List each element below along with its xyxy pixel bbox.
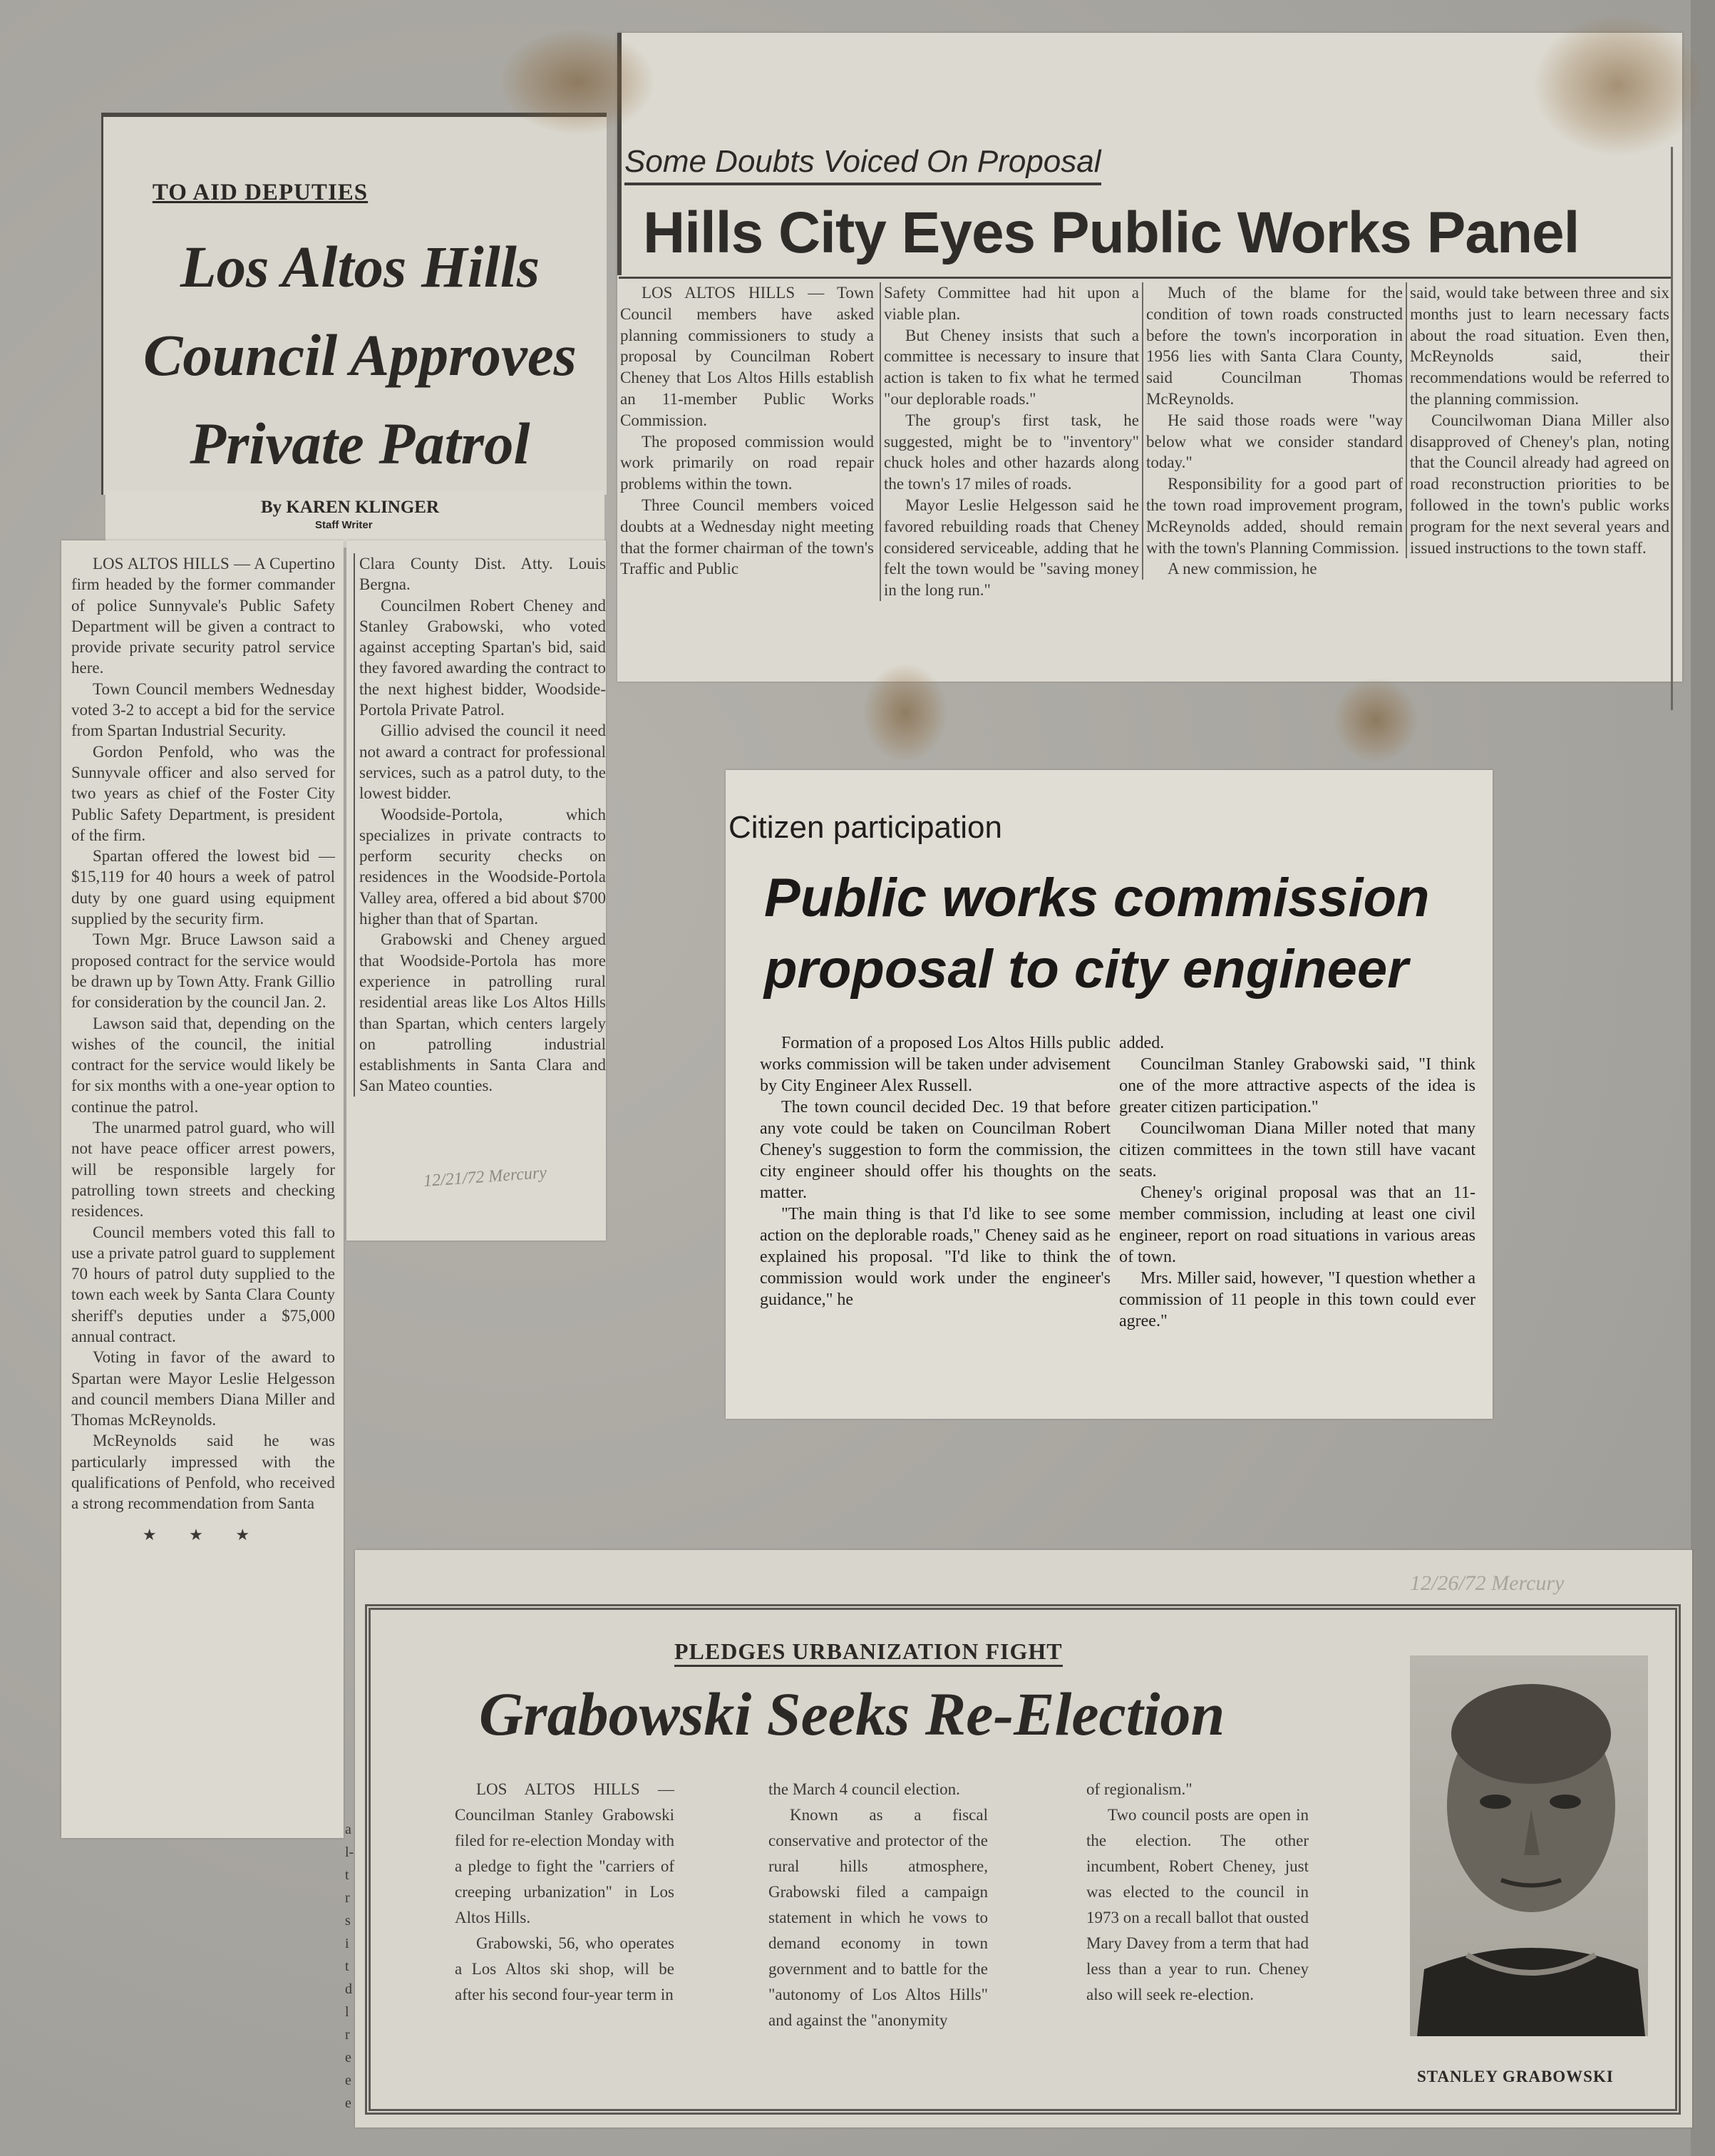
headline: Grabowski Seeks Re-Election [479,1680,1225,1748]
paragraph: Councilman Stanley Grabowski said, "I think one of the more attractive aspects of the idea is greater citizen participation." [1119,1055,1475,1116]
article-column-1 [760,1032,1111,1310]
headline [103,222,617,488]
paragraph: Formation of a proposed Los Altos Hills public works commission will be taken under advisement by City Engineer Alex Russell. [760,1034,1111,1095]
paragraph: Cheney's original proposal was that an 11-member commission, including at least one civil engineer, report on road situations in various areas of town. [1119,1184,1475,1266]
paragraph: Much of the blame for the condition of town roads constructed before the town's incorporation in 1956 lies with Santa Clara County, said Councilman Thomas McReynolds. [1146,284,1403,408]
paragraph: of regionalism." [1086,1780,1193,1798]
paragraph: The proposed commission would work primarily on road repair problems within the town. [620,432,874,493]
paragraph: He said those roads were "way below what we consider standard today." [1146,411,1403,472]
paragraph: LOS ALTOS HILLS — Town Council members have asked planning commissioners to study a proposal by Councilman Robert Cheney that Los Altos Hills establish an 11-member Public Works Commission. [620,284,874,429]
kicker: Some Doubts Voiced On Proposal [624,144,1101,185]
article-citizen-participation [726,770,1493,1419]
paragraph: Lawson said that, depending on the wishes of the council, the initial contract for the service would likely be for six months with a one-year option to continue the patrol. [71,1014,335,1116]
article-column-1 [71,553,335,1545]
stain [862,663,948,763]
paragraph: added. [1119,1034,1165,1052]
stain [499,29,656,135]
paragraph: Three Council members voiced doubts at a Wednesday night meeting that the former chairman of the town's Traffic and Public [620,496,874,578]
fragment-char: a [345,1822,351,1837]
paragraph: Councilwoman Diana Miller noted that many citizen committees in the town still have vacant seats. [1119,1119,1475,1181]
article-column-2 [768,1777,988,2033]
paragraph: Known as a fiscal conservative and protector of the rural hills atmosphere, Grabowski filed a campaign statement in which he vows to demand economy in town government and to battle for the "autonomy of Los Altos Hills" and against the "anonymity [768,1806,988,2029]
article-column-1 [620,282,874,580]
handwritten-date-note: 12/26/72 Mercury [1410,1571,1565,1595]
paragraph: Grabowski, 56, who operates a Los Altos ski shop, will be after his second four-year term in [455,1934,674,2003]
paragraph: the March 4 council election. [768,1780,960,1798]
paragraph: said, would take between three and six months just to learn necessary facts about the road situation. Even then, McReynolds said, their recommendations would be referred to the planning commission. [1410,284,1669,408]
paragraph: Councilwoman Diana Miller also disapproved of Cheney's plan, noting that the Council already had agreed on road reconstruction priorities to be followed in the town's public works program for the next several years and issued instructions to the town staff. [1410,411,1669,557]
article-column-2 [1119,1032,1475,1332]
fragment-char: s [345,1913,351,1929]
kicker: PLEDGES URBANIZATION FIGHT [674,1638,1063,1667]
page-edge [1691,0,1715,2156]
paragraph: Woodside-Portola, which specializes in private contracts to perform security checks on residences in the Woodside-Portola Valley area, offered a bid about $700 higher than that of Spartan. [359,805,606,928]
paragraph: The group's first task, he suggested, might be to "inventory" chuck holes and other hazards along the town's 17 miles of roads. [884,411,1139,493]
headline-line-2: proposal to city engineer [764,939,1408,1000]
fragment-char: r [345,2027,350,2043]
headline-line-1: Los Altos Hills [180,234,540,299]
paragraph: "The main thing is that I'd like to see some action on the deplorable roads," Cheney said as he explained his proposal. "I'd like to think the commission would work under the engineer's guidance," he [760,1205,1111,1309]
kicker: Citizen participation [728,810,1002,845]
article-column-2 [880,282,1139,601]
paragraph: Town Council members Wednesday voted 3-2 to accept a bid for the service from Spartan Industrial Security. [71,679,335,740]
fragment-char: e [345,2073,351,2088]
fragment-char: d [345,1981,352,1997]
paragraph: The unarmed patrol guard, who will not have peace officer arrest powers, will be responsible largely for patrolling town streets and checking residences. [71,1119,335,1221]
headline: Hills City Eyes Public Works Panel [643,200,1580,265]
fragment-char: l- [345,1844,354,1860]
handwritten-date-note: 12/21/72 Mercury [423,1163,547,1191]
end-mark: ★ ★ ★ [142,1525,264,1544]
portrait-icon [1410,1655,1648,2036]
paragraph: But Cheney insists that such a committee is necessary to insure that action is taken to fix what he termed "our deplorable roads." [884,326,1139,408]
article-column-1 [455,1777,674,2008]
photo-caption: STANLEY GRABOWSKI [1417,2068,1614,2085]
paragraph: Council members voted this fall to use a private patrol guard to supplement 70 hours of patrol duty supplied to the town each week by Santa Clara County sheriff's deputies under a $75,000 annual contract. [71,1223,335,1345]
paragraph: Spartan offered the lowest bid — $15,119 for 40 hours a week of patrol duty by one guard using equipment supplied by the security firm. [71,847,335,928]
stain [1333,677,1418,763]
headline [764,863,1429,1005]
byline-role: Staff Writer [315,519,373,531]
headline-line-3: Private Patrol [190,411,530,476]
paragraph: Gillio advised the council it need not award a contract for professional services, such as a patrol duty, to the lowest bidder. [359,722,606,803]
paragraph: Mayor Leslie Helgesson said he favored rebuilding roads that Cheney considered serviceable, adding that he felt the town would be "saving money in the long run." [884,496,1139,600]
paragraph: Clara County Dist. Atty. Louis Bergna. [359,555,606,594]
article-column-3 [1086,1777,1309,2008]
headline-line-1: Public works commission [764,868,1430,928]
fragment-char: e [345,2095,351,2111]
paragraph: Town Mgr. Bruce Lawson said a proposed contract for the service would be drawn up by Town Atty. Frank Gillio for consideration by the council Jan. 2. [71,930,335,1012]
paragraph: LOS ALTOS HILLS — A Cupertino firm headed by the former commander of police Sunnyvale's Public Safety Department will be given a contract to provide private security patrol service here. [71,555,335,677]
kicker: TO AID DEPUTIES [152,180,369,205]
fragment-char: i [345,1936,349,1951]
paragraph: A new commission, he [1168,560,1317,578]
paragraph: Gordon Penfold, who was the Sunnyvale officer and also served for two years as chief of the Foster City Public Safety Department, is president of the firm. [71,742,335,844]
paragraph: Voting in favor of the award to Spartan were Mayor Leslie Helgesson and council members Diana Miller and Thomas McReynolds. [71,1348,335,1429]
stain [1533,14,1704,157]
fragment-char: l [345,2004,349,2020]
fragment-char: e [345,2050,351,2065]
paragraph: The town council decided Dec. 19 that before any vote could be taken on Councilman Robert Cheney's suggestion to form the commission, the city engineer should offer his thoughts on the matter. [760,1098,1111,1202]
paragraph: McReynolds said he was particularly impressed with the qualifications of Penfold, who received a strong recommendation from Santa [71,1432,335,1513]
article-column-2 [354,553,606,1097]
headline-box [101,113,607,495]
portrait-photo [1410,1655,1648,2036]
fragment-char: t [345,1959,349,1974]
paragraph: Safety Committee had hit upon a viable plan. [884,284,1139,323]
article-private-patrol [61,41,610,1544]
paragraph: Grabowski and Cheney argued that Woodside-Portola has more experience in patrolling rural residential areas like Los Altos Hills than Spartan, which centers largely on patrolling industrial establishments in Santa Clara and San Mateo counties. [359,930,606,1095]
headline-line-2: Council Approves [143,322,577,388]
article-public-works-panel [617,33,1682,682]
fragment-char: r [345,1890,350,1906]
article-column-3 [1142,282,1403,580]
paragraph: LOS ALTOS HILLS — Councilman Stanley Grabowski filed for re-election Monday with a pledge to fight the "carriers of creeping urbanization" in Los Altos Hills. [455,1780,674,1926]
article-grabowski-reelection [355,1550,1692,2127]
byline: By KAREN KLINGER [261,498,440,517]
fragment-char: t [345,1867,349,1883]
paragraph: Responsibility for a good part of the town road improvement program, McReynolds added, should remain with the town's Planning Commission. [1146,475,1403,557]
paragraph: Two council posts are open in the election. The other incumbent, Robert Cheney, just was elected to the council in 1973 on a recall ballot that ousted Mary Davey from a term that had less than a year to run. Cheney also will seek re-election. [1086,1806,1309,2003]
paragraph: Councilmen Robert Cheney and Stanley Grabowski, who voted against accepting Spartan's bid, said they favored awarding the contract to the next highest bidder, Woodside-Portola Private Patrol. [359,596,606,719]
article-column-4 [1406,282,1669,558]
paragraph: Mrs. Miller said, however, "I question whether a commission of 11 people in this town could ever agree." [1119,1269,1475,1330]
